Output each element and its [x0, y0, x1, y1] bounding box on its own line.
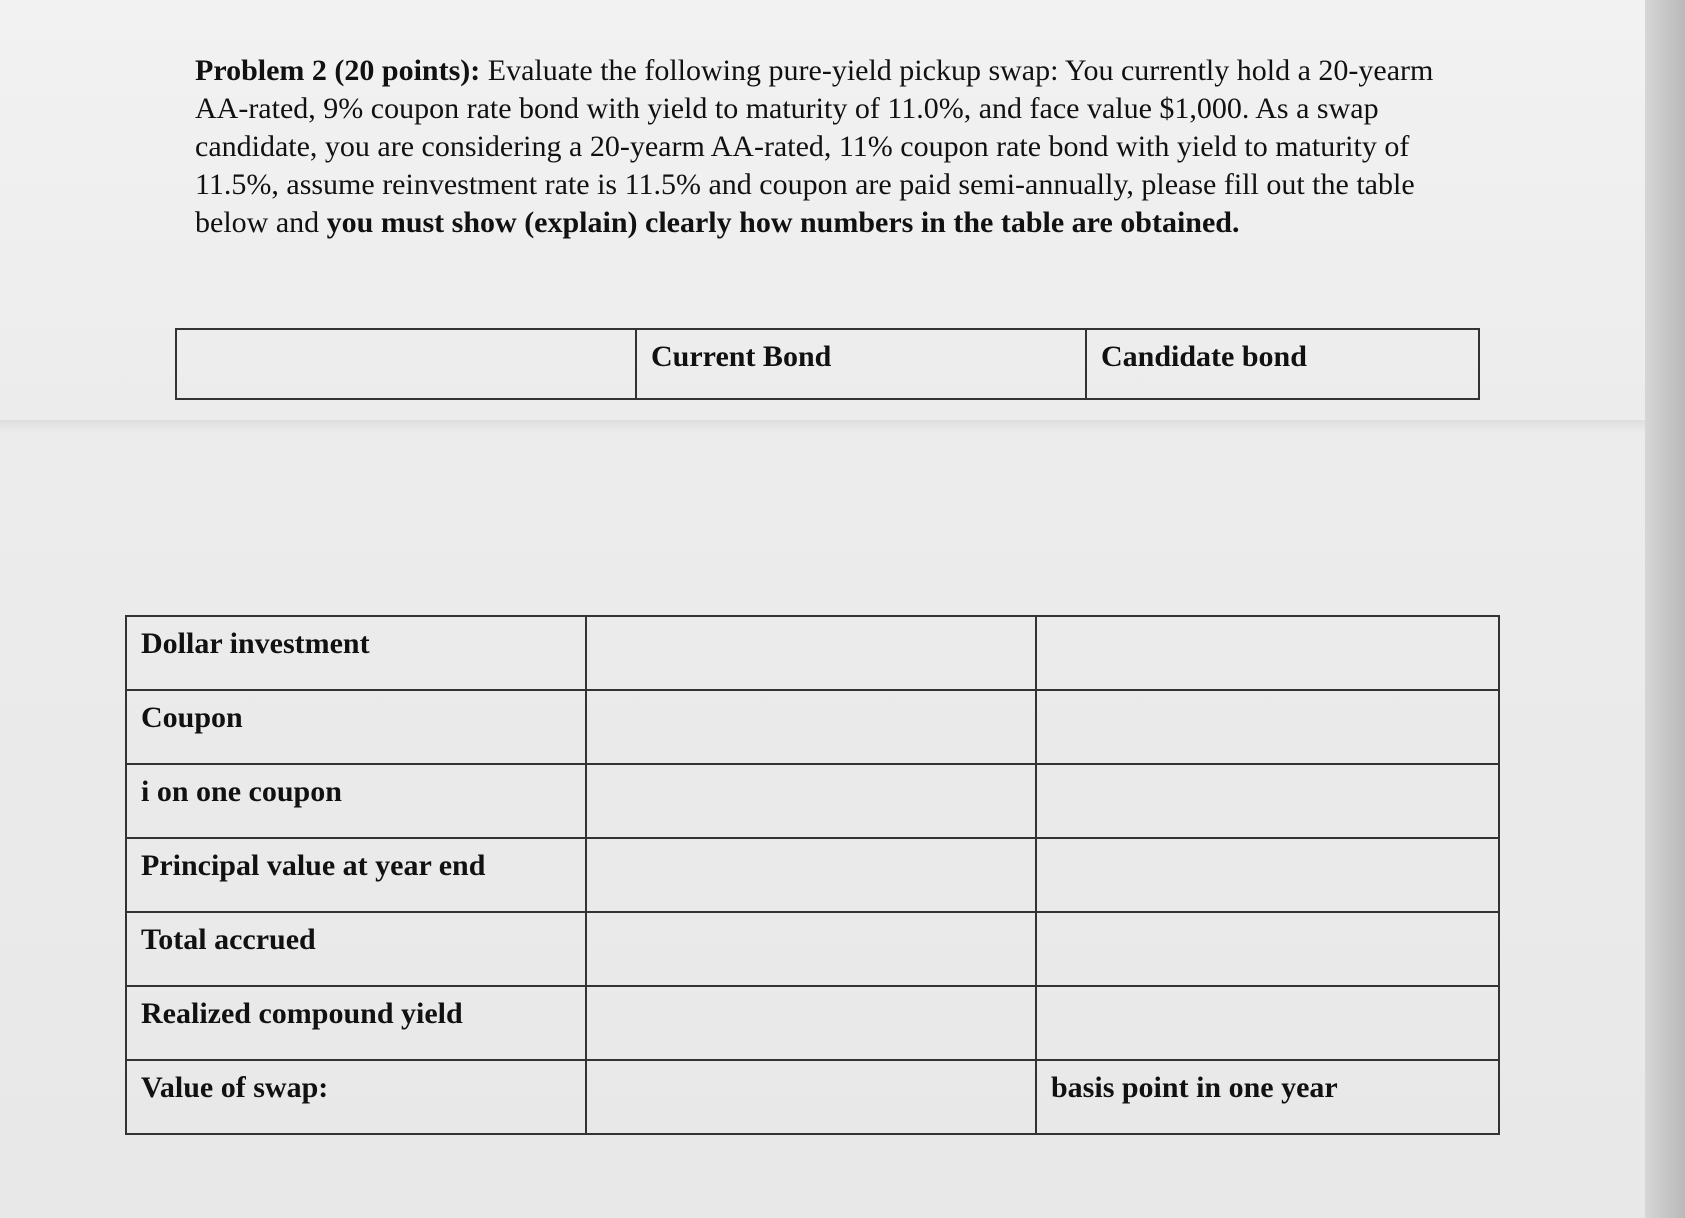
candidate-cell	[1036, 764, 1499, 838]
header-candidate-bond: Candidate bond	[1086, 329, 1479, 399]
candidate-cell	[1036, 616, 1499, 690]
swap-table	[125, 615, 1500, 1135]
header-blank-cell	[176, 329, 636, 399]
paper-fold	[0, 420, 1655, 434]
candidate-cell	[1036, 986, 1499, 1060]
problem-emphasis: you must show (explain) clearly how numbers in the table are obtained.	[326, 206, 1240, 239]
row-label: Realized compound yield	[126, 986, 586, 1060]
row-label: Dollar investment	[126, 616, 586, 690]
table-row	[126, 1060, 1499, 1134]
candidate-cell	[1036, 838, 1499, 912]
problem-label: Problem 2 (20 points):	[195, 54, 481, 87]
candidate-cell	[1036, 912, 1499, 986]
row-label: i on one coupon	[126, 764, 586, 838]
current-cell	[586, 616, 1036, 690]
table-row	[126, 616, 1499, 690]
table-row	[126, 912, 1499, 986]
header-current-bond: Current Bond	[636, 329, 1086, 399]
current-cell	[586, 1060, 1036, 1134]
row-label: Coupon	[126, 690, 586, 764]
header-row	[176, 329, 1479, 399]
paper-edge	[1645, 0, 1685, 1218]
table-row	[126, 690, 1499, 764]
table-row	[126, 764, 1499, 838]
problem-statement	[195, 52, 1475, 242]
row-label: Value of swap:	[126, 1060, 586, 1134]
current-cell	[586, 986, 1036, 1060]
candidate-cell	[1036, 690, 1499, 764]
table-row	[126, 838, 1499, 912]
candidate-cell: basis point in one year	[1036, 1060, 1499, 1134]
current-cell	[586, 912, 1036, 986]
current-cell	[586, 838, 1036, 912]
table-row	[126, 986, 1499, 1060]
problem-text: Evaluate the following pure-yield pickup swap: You currently hold a 20-yearm AA-rated, 9% coupon rate bond with yield to maturity of 11.0%, and face value $1,000. As a swap candidate, you are considering a 20-yearm AA-rated, 11% coupon rate bond with yield to maturity of 11.5%, assume reinvestment rate is 11.5% and coupon are paid semi-annually, please fill out the table below and	[195, 54, 1434, 239]
row-label: Principal value at year end	[126, 838, 586, 912]
current-cell	[586, 764, 1036, 838]
current-cell	[586, 690, 1036, 764]
header-table	[175, 328, 1480, 400]
row-label: Total accrued	[126, 912, 586, 986]
